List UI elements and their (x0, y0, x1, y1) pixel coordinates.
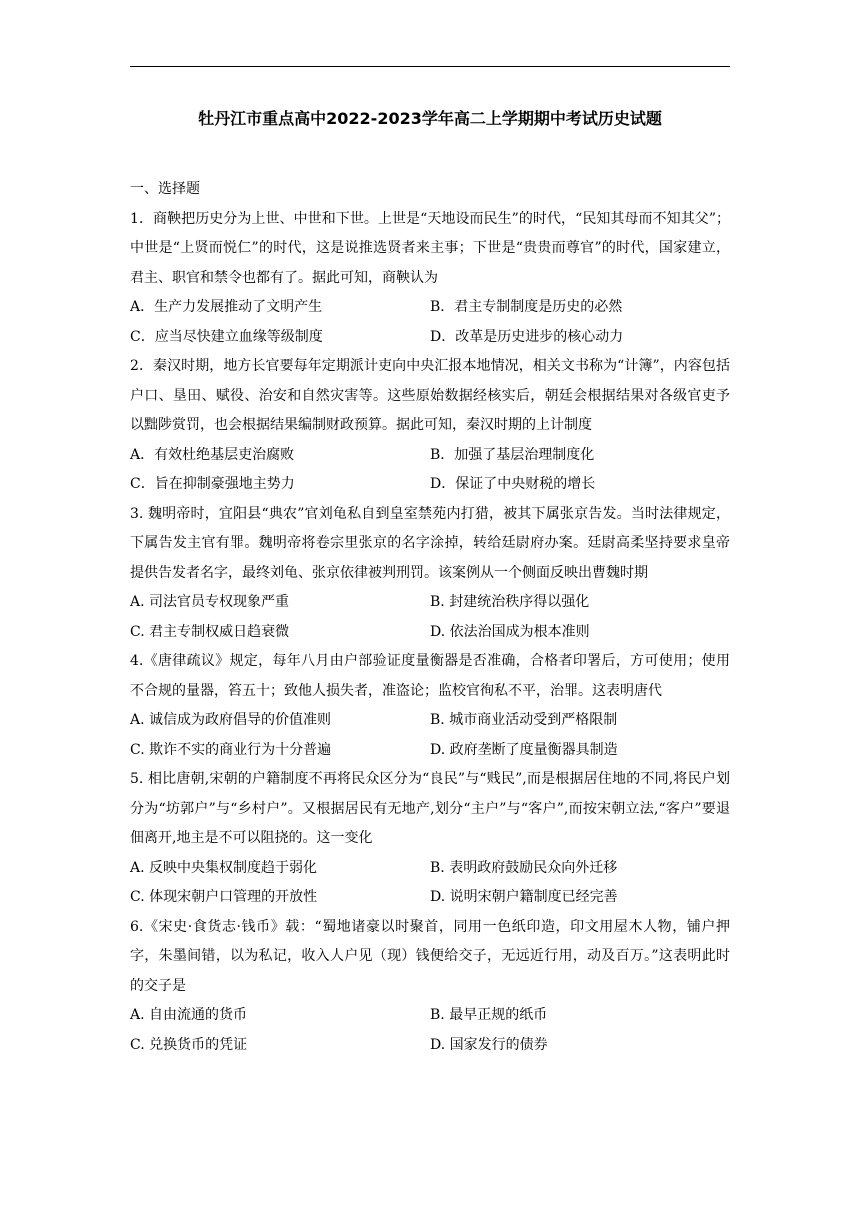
option-row (130, 706, 730, 736)
page-title: 牡丹江市重点高中2022-2023学年高二上学期期中考试历史试题 (198, 109, 662, 128)
option-row (130, 470, 730, 500)
option-d: D. 政府垄断了度量衡器具制造 (430, 741, 618, 758)
option-row (130, 441, 730, 471)
option-c: C．应当尽快建立血缘等级制度 (130, 328, 323, 345)
option-c: C. 兑换货币的凭证 (130, 1036, 248, 1053)
option-c: C. 欺诈不实的商业行为十分普遍 (130, 741, 332, 758)
question-stem: 2．秦汉时期，地方长官要每年定期派计吏向中央汇报本地情况，相关文书称为“计簿”，内容包括户口、垦田、赋役、治安和自然灾害等。这些原始数据经核实后，朝廷会根据结果对各级官吏予以黜陟赏罚，也会根据结果编制财政预算。据此可知，秦汉时期的上计制度 (130, 358, 730, 433)
option-d: D．保证了中央财税的增长 (430, 476, 596, 492)
question-2 (130, 352, 730, 500)
option-b: B. 封建统治秩序得以强化 (430, 594, 590, 610)
option-a: A. 诚信成为政府倡导的价值准则 (130, 712, 332, 728)
option-row (130, 1001, 730, 1031)
option-c: C. 君主专制权威日趋衰微 (130, 623, 290, 640)
question-6 (130, 913, 730, 1061)
option-b: B. 最早正规的纸币 (430, 1007, 548, 1023)
option-a: A. 反映中央集权制度趋于弱化 (130, 859, 318, 876)
question-stem: 3. 魏明帝时，宜阳县“典农”官刘龟私自到皇室禁苑内打猎，被其下属张京告发。当时法律规定，下属告发主官有罪。魏明帝将卷宗里张京的名字涂掉，转给廷尉府办案。廷尉高柔坚持要求皇帝提供告发者名字，最终刘龟、张京依律被判刑罚。该案例从一个侧面反映出曹魏时期 (130, 505, 730, 581)
option-a: A. 自由流通的货币 (130, 1007, 248, 1023)
document-body (130, 175, 730, 1060)
option-row (130, 883, 730, 913)
option-b: B．加强了基层治理制度化 (430, 446, 595, 463)
question-4 (130, 647, 730, 765)
question-1 (130, 205, 730, 353)
question-stem: 6.《宋史·食货志·钱币》载：“蜀地诸豪以时聚首，同用一色纸印造，印文用屋木人物，铺户押字，朱墨间错，以为私记，收入人户见（现）钱便给交子，无远近行用，动及百万。”这表明此时的交子是 (130, 918, 730, 994)
option-d: D．改革是历史进步的核心动力 (430, 328, 624, 345)
option-d: D. 国家发行的债券 (430, 1036, 548, 1053)
option-row (130, 736, 730, 766)
option-c: C. 体现宋朝户口管理的开放性 (130, 889, 318, 905)
option-row (130, 618, 730, 648)
option-row (130, 588, 730, 618)
option-row (130, 293, 730, 323)
question-stem: 4.《唐律疏议》规定，每年八月由户部验证度量衡器是否准确，合格者印署后，方可使用；使用不合规的量器，笞五十；致他人损失者，准盗论；监校官徇私不平，治罪。这表明唐代 (130, 653, 730, 699)
option-a: A. 司法官员专权现象严重 (130, 594, 290, 610)
option-d: D. 说明宋朝户籍制度已经完善 (430, 889, 618, 905)
option-a: A．生产力发展推动了文明产生 (130, 299, 323, 315)
option-row (130, 323, 730, 353)
option-d: D. 依法治国成为根本准则 (430, 623, 590, 640)
section-heading: 一、选择题 (130, 181, 200, 197)
option-a: A．有效杜绝基层吏治腐败 (130, 446, 295, 463)
question-3 (130, 500, 730, 648)
option-row (130, 854, 730, 884)
question-stem: 5. 相比唐朝,宋朝的户籍制度不再将民众区分为“良民”与“贱民”,而是根据居住地的不同,将民户划分为“坊郭户”与“乡村户”。又根据居民有无地产,划分“主户”与“客户”,而按宋朝立法,“客户”要退佃离开,地主是不可以阻挠的。这一变化 (130, 771, 730, 846)
option-row (130, 1031, 730, 1061)
option-b: B. 城市商业活动受到严格限制 (430, 712, 618, 728)
header-rule (130, 66, 730, 67)
option-b: B. 表明政府鼓励民众向外迁移 (430, 859, 618, 876)
question-stem: 1．商鞅把历史分为上世、中世和下世。上世是“天地设而民生”的时代，“民知其母而不知其父”；中世是“上贤而悦仁”的时代，这是说推选贤者来主事；下世是“贵贵而尊官”的时代，国家建立，君主、职官和禁令也都有了。据此可知，商鞅认为 (130, 210, 730, 286)
option-b: B．君主专制制度是历史的必然 (430, 299, 623, 315)
option-c: C．旨在抑制豪强地主势力 (130, 476, 295, 492)
question-5 (130, 765, 730, 913)
